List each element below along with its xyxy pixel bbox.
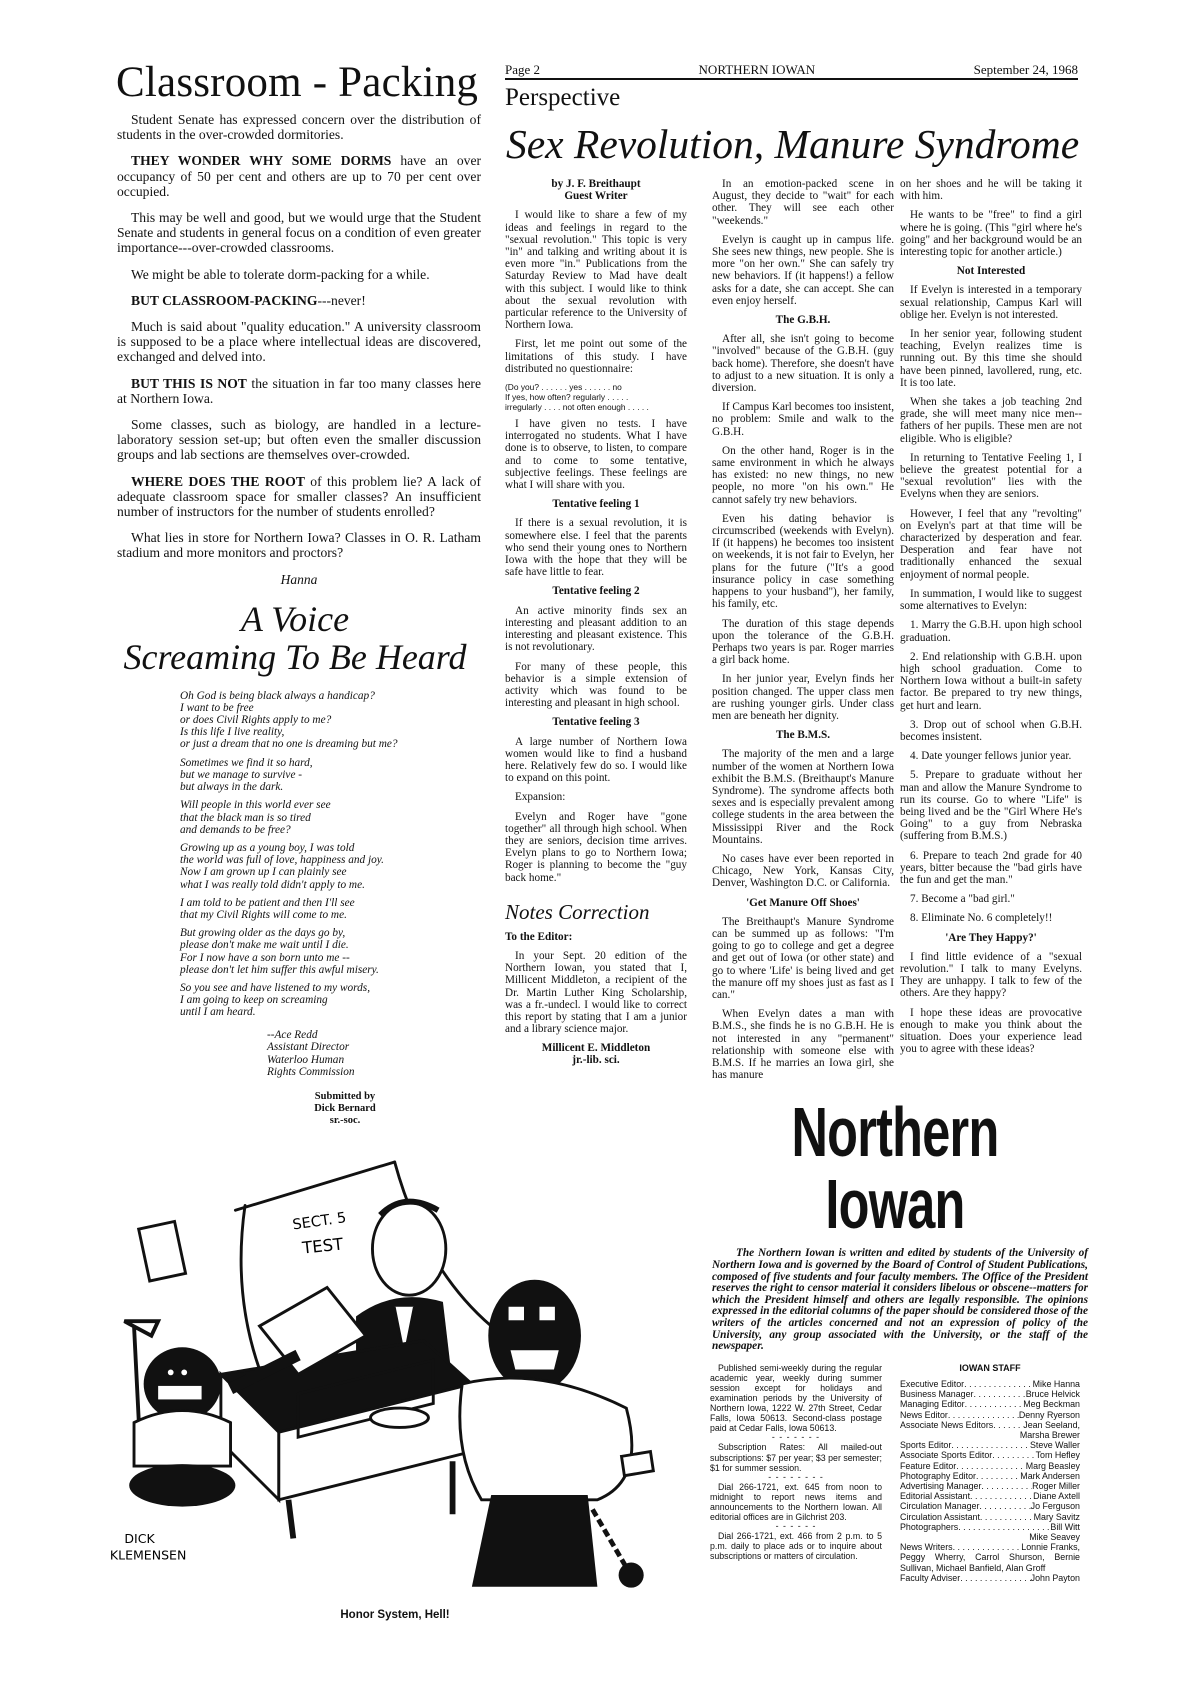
paragraph: A large number of Northern Iowa women would like to find a husband here. Relatively few do so. I would like to expand on this point. bbox=[505, 735, 687, 785]
paragraph: Expansion: bbox=[515, 791, 566, 804]
paragraph: on her shoes and he will be taking it with him. bbox=[900, 178, 1082, 203]
staff-row bbox=[900, 1450, 1080, 1460]
right-stack bbox=[700, 178, 1092, 1583]
staff-role: Business Manager bbox=[900, 1389, 974, 1400]
paragraph: After all, she isn't going to become "involved" because of the G.B.H. (guy back home). Therefore, she doesn't have to adjust to a new situation. It is only a diversion. bbox=[712, 333, 894, 395]
paragraph: Even his dating behavior is circumscribed (weekends with Evelyn). If (it happens) he becomes too insistent on weekends, it is not fair to Evelyn, her plans for the future ("It's a good insurance policy in case something happens to your husband"), her family, his family, etc. bbox=[712, 512, 894, 611]
paragraph-text: Student Senate has expressed concern over the distribution of students in the over-crowded dormitories. bbox=[117, 112, 481, 143]
leader-dots bbox=[965, 1399, 1024, 1409]
text-line: Submitted by bbox=[314, 1090, 376, 1102]
leader-dots bbox=[948, 1410, 1019, 1420]
paragraph: 4. Date younger fellows junior year. bbox=[910, 750, 1072, 763]
left-column bbox=[105, 58, 490, 1622]
poem-line: that the black man is so tired bbox=[180, 811, 311, 824]
leader-dots bbox=[970, 1491, 1033, 1501]
paragraph: The Breithaupt's Manure Syndrome can be summed up as follows: "I'm going to go to college and get a degree and get out of Iowa (or other state) and go to where 'Life' is being lived and get the manure off my shoes just as fast as I can." bbox=[712, 915, 894, 1001]
poem-line: Sometimes we find it so hard, bbox=[180, 756, 313, 769]
subheading: Not Interested bbox=[956, 265, 1026, 278]
editorial-body bbox=[117, 112, 481, 572]
leader-dots bbox=[992, 1450, 1035, 1460]
separator: - - - - - - bbox=[775, 1521, 817, 1532]
paragraph-text: What lies in store for Northern Iowa? Classes in O. R. Latham stadium and more monitors and proctors? bbox=[117, 530, 481, 561]
paragraph: An active minority finds sex an interesting and pleasant addition to an interesting and pleasant existence. This is not revolutionary. bbox=[505, 604, 687, 654]
staff-name: Jean Seeland, bbox=[1023, 1419, 1080, 1430]
text-line: Dick Bernard bbox=[314, 1102, 376, 1114]
poem-stanza bbox=[180, 757, 480, 794]
subheading: Tentative feeling 2 bbox=[552, 585, 640, 598]
wall-picture bbox=[139, 1221, 186, 1281]
paragraph: For many of these people, this behavior is a simple extension of activity which was found to be interesting and pleasant in high school. bbox=[505, 660, 687, 710]
staff-name: Denny Ryerson bbox=[1018, 1409, 1080, 1420]
staff-name: Tom Hefley bbox=[1035, 1450, 1080, 1461]
paragraph: In returning to Tentative Feeling 1, I believe the greatest potential for a "sexual revolution" lies with the Evelyns when they are seniors. bbox=[900, 451, 1082, 501]
paragraph: Published semi-weekly during the regular academic year, weekly during summer session except for holidays and examination periods by the University of Northern Iowa, 1222 W. 27th Street, Cedar Falls, Iowa 50613. Second-class postage paid at Cedar Falls, Iowa 50613. bbox=[710, 1362, 882, 1434]
subheading: The B.M.S. bbox=[775, 729, 831, 742]
paragraph-text: This may be well and good, but we would urge that the Student Senate and students in general focus on a condition of even greater importance---over-crowded classrooms. bbox=[117, 210, 481, 256]
staff-name: Marg Beasley bbox=[1025, 1460, 1080, 1471]
sign-text-1: SECT. 5 bbox=[291, 1210, 348, 1234]
staff-name-continued: Marsha Brewer bbox=[1019, 1429, 1080, 1440]
leader-dots bbox=[993, 1420, 1023, 1430]
leader-dots bbox=[960, 1573, 1030, 1583]
paragraph-lead: BUT CLASSROOM-PACKING bbox=[131, 292, 318, 308]
paragraph bbox=[117, 530, 481, 560]
paragraph: I would like to share a few of my ideas and feelings in regard to the "sexual revolution." This topic is very "in" and talking and writing about it is even more "in." Publications from the Saturday Review to Mad have dealt with this subject. I would like to think about the sexual revolution with particular reference to the University of Northern Iowa. bbox=[505, 209, 687, 332]
paragraph: I have given no tests. I have interrogated no students. What I have done is to observe, to listen, to compare and to come to some tentative, subjective feelings. These feelings are what I will share with you. bbox=[505, 418, 687, 492]
staff-role: News Writers bbox=[900, 1542, 953, 1553]
staff-name: Steve Waller bbox=[1030, 1440, 1080, 1451]
paragraph: In her junior year, Evelyn finds her position changed. The upper class men are rushing younger girls. Under class men are beneath her dignity. bbox=[712, 673, 894, 722]
paragraph-text: of this problem lie? A lack of adequate classroom space for smaller classes? An insufficient number of instructors for the number of students enrolled? bbox=[117, 473, 481, 520]
paragraph bbox=[117, 293, 481, 308]
paragraph bbox=[117, 417, 481, 463]
paragraph: Evelyn and Roger have "gone together" all through high school. When they are seniors, decision time arrives. Evelyn plans to go to Northern Iowa; Roger is planning to become the "guy back home." bbox=[505, 810, 687, 884]
poem-line: please don't make me wait until I die. bbox=[180, 939, 349, 952]
subheading: 'Get Manure Off Shoes' bbox=[746, 896, 860, 909]
poem-attribution bbox=[267, 1029, 490, 1079]
staff-role: Editorial Assistant bbox=[900, 1491, 971, 1502]
paragraph bbox=[117, 153, 481, 199]
publication-info bbox=[710, 1363, 882, 1562]
poem-line: But growing older as the days go by, bbox=[180, 927, 346, 940]
poem-line: Now I am grown up I can plainly see bbox=[180, 866, 347, 879]
leader-dots bbox=[951, 1440, 1030, 1450]
wall-line bbox=[235, 1162, 394, 1210]
byline: by J. F. Breithaupt bbox=[551, 178, 641, 190]
poem-line: For I now have a son born unto me -- bbox=[180, 951, 350, 964]
staff-role: Sports Editor bbox=[900, 1440, 952, 1451]
staff-name: Roger Miller bbox=[1032, 1480, 1080, 1491]
paragraph: 6. Prepare to teach 2nd grade for 40 years, bitter because the "bad girls have the fun and get the man." bbox=[900, 849, 1082, 886]
paragraph: 5. Prepare to graduate without her man and allow the Manure Syndrome to run its course. Go to where "Life" is being lived and be the "Girl Where He's Going" to a guy from Nebraska (suffering from B.M.S.) bbox=[900, 769, 1082, 843]
page-header bbox=[505, 62, 1078, 80]
paragraph: 1. Marry the G.B.H. upon high school graduation. bbox=[900, 619, 1082, 644]
subheading: The G.B.H. bbox=[775, 314, 831, 327]
paragraph: The duration of this stage depends upon the tolerance of the G.B.H. Perhaps two years is par. Roger marries a girl back home. bbox=[712, 617, 894, 667]
paragraph-lead: BUT THIS IS NOT bbox=[131, 375, 247, 391]
poem-line: please don't let him suffer this awful misery. bbox=[180, 963, 379, 976]
poem-body bbox=[180, 690, 480, 1025]
poem-line: that my Civil Rights will come to me. bbox=[180, 908, 347, 921]
staff-box bbox=[900, 1363, 1080, 1583]
staff-row bbox=[900, 1501, 1080, 1511]
leader-dots bbox=[981, 1481, 1032, 1491]
staff-role: Faculty Adviser bbox=[900, 1572, 961, 1583]
staff-row bbox=[900, 1420, 1080, 1430]
staff-role: Associate News Editors bbox=[900, 1419, 994, 1430]
small-guard-figure bbox=[124, 1321, 235, 1506]
poem-line: and demands to be free? bbox=[180, 823, 291, 836]
masthead-statement: The Northern Iowan is written and edited by students of the University of Northern Iowa and is governed by the Board of Control of Student Publications, composed of five students and four faculty members. The Office of the President reserves the right to censor material it considers libelous or obscene--matters for which the President himself and others are legally responsible. The opinions expressed in the editorial columns of the paper should be considered those of the writers of the articles concerned and not an expression of policy of the University, any group associated with the University, or the staff of the newspaper. bbox=[712, 1247, 1088, 1353]
staff-row bbox=[900, 1389, 1080, 1399]
text-line: Rights Commission bbox=[267, 1066, 355, 1079]
editorial-headline: Classroom - Packing bbox=[116, 59, 479, 106]
paragraph bbox=[117, 474, 481, 520]
staff-row bbox=[900, 1481, 1080, 1491]
staff-row bbox=[900, 1542, 1080, 1552]
poem-line: or just a dream that no one is dreaming but me? bbox=[180, 738, 398, 751]
paragraph: When she takes a job teaching 2nd grade, she will meet many nice men--fathers of her pupils. These men are not eligible. Who is eligible? bbox=[900, 396, 1082, 445]
letter-signature: jr.-lib. sci. bbox=[572, 1054, 620, 1067]
paragraph: The majority of the men and a large number of the women at Northern Iowa exhibit the B.M.S. (Breithaupt's Manure Syndrome). The syndrome affects both sexes and is especially prevalent among college students in the area between the Mississippi River and the Rock Mountains. bbox=[712, 748, 894, 846]
staff-name: Mary Savitz bbox=[1033, 1511, 1080, 1522]
staff-row bbox=[900, 1410, 1080, 1420]
staff-name: Mark Andersen bbox=[1020, 1470, 1080, 1481]
paragraph: I hope these ideas are provocative enough to make you think about the situation. Does your experience lead you to agree with these ideas? bbox=[900, 1006, 1082, 1056]
poem-line: So you see and have listened to my words, bbox=[180, 981, 371, 994]
staff-row bbox=[900, 1440, 1080, 1450]
leader-dots bbox=[964, 1379, 1033, 1389]
paper-name: NORTHERN IOWAN bbox=[698, 62, 816, 77]
text-line: Assistant Director bbox=[267, 1041, 350, 1054]
article-column-1-stack bbox=[505, 178, 687, 1066]
staff-name: Meg Beckman bbox=[1023, 1399, 1080, 1410]
poem-line: Growing up as a young boy, I was told bbox=[180, 841, 355, 854]
poem-stanza bbox=[180, 982, 480, 1019]
paragraph: When Evelyn dates a man with B.M.S., she finds he is no G.B.H. He is not interested in any "permanent" relationship with someone else with B.M.S. If he marries an Iowa girl, she has manure bbox=[712, 1008, 894, 1082]
paragraph: In her senior year, following student teaching, Evelyn realizes time is running out. By this time she should have been pinned, lavollered, rung, etc. It is too late. bbox=[900, 328, 1082, 389]
poem-stanza bbox=[180, 897, 480, 921]
poem-line: Will people in this world ever see bbox=[180, 799, 331, 812]
poem-stanza bbox=[180, 927, 480, 976]
poem-stanza bbox=[180, 690, 480, 751]
poem-headline-line-1: A Voice bbox=[240, 598, 350, 639]
paragraph bbox=[117, 112, 481, 142]
paragraph-lead: WHERE DOES THE ROOT bbox=[131, 473, 305, 489]
paragraph: 8. Eliminate No. 6 completely!! bbox=[910, 912, 1053, 925]
poem-line: I am told to be patient and then I'll see bbox=[180, 896, 355, 909]
paragraph: Subscription Rates: All mailed-out subscriptions: $7 per year; $3 per semester; $1 for summer session. bbox=[710, 1442, 882, 1473]
page-number: Page 2 bbox=[505, 62, 541, 77]
poem-stanza bbox=[180, 799, 480, 836]
paragraph-text: Much is said about "quality education." A university classroom is supposed to be a place where intellectual ideas are discovered, exchanged and delved into. bbox=[117, 319, 481, 365]
poem-line: but always in the dark. bbox=[180, 781, 284, 794]
editorial-signature: Hanna bbox=[280, 571, 318, 587]
poem-line: I am going to keep on screaming bbox=[180, 994, 328, 1007]
staff-row bbox=[900, 1491, 1080, 1501]
cartoon-caption: Honor System, Hell! bbox=[340, 1608, 450, 1621]
staff-title: IOWAN STAFF bbox=[959, 1362, 1021, 1373]
paragraph: I find little evidence of a "sexual revolution." I talk to many Evelyns. They are unhappy. I talk to few of the others. Are they happy? bbox=[900, 950, 1082, 1000]
staff-name: Mike Hanna bbox=[1032, 1378, 1080, 1389]
staff-role: Managing Editor bbox=[900, 1399, 965, 1410]
subheading: Tentative feeling 1 bbox=[552, 498, 640, 511]
poem-stanza bbox=[180, 842, 480, 891]
article-column-1 bbox=[505, 178, 687, 891]
poem-headline bbox=[105, 600, 485, 676]
staff-role: Photographers bbox=[900, 1521, 959, 1532]
staff-role: Associate Sports Editor bbox=[900, 1450, 993, 1461]
staff-role: Feature Editor bbox=[900, 1460, 957, 1471]
letter-signature: Millicent E. Middleton bbox=[541, 1042, 651, 1055]
article-column-3 bbox=[900, 178, 1082, 1062]
poem-line: Is this life I live reality, bbox=[180, 726, 285, 739]
staff-name: John Payton bbox=[1030, 1572, 1080, 1583]
staff-row bbox=[900, 1399, 1080, 1409]
paragraph-text: ---never! bbox=[317, 292, 366, 308]
paragraph-text: have an over occupancy of 50 per cent and others are up to 70 per cent over occupied. bbox=[117, 153, 481, 199]
questionnaire: (Do you? . . . . . . yes . . . . . . no If yes, how often? regularly . . . . . irregularly . . . . not often enough . . . . . bbox=[505, 382, 649, 413]
masthead-logo bbox=[700, 1093, 1090, 1244]
paragraph bbox=[117, 319, 481, 365]
leader-dots bbox=[953, 1542, 1022, 1552]
article-column-2 bbox=[712, 178, 894, 1088]
staff-row bbox=[900, 1461, 1080, 1471]
subheading: 'Are They Happy?' bbox=[945, 931, 1037, 944]
poem-line: what I was really told didn't apply to me. bbox=[180, 878, 365, 891]
staff-row bbox=[900, 1573, 1080, 1583]
paragraph: 3. Drop out of school when G.B.H. becomes insistent. bbox=[900, 718, 1082, 743]
staff-name: Lonnie Franks, bbox=[1021, 1542, 1080, 1553]
paragraph bbox=[117, 376, 481, 406]
letter-body bbox=[505, 931, 687, 1067]
article-columns-2-3 bbox=[700, 178, 1092, 1088]
paragraph: He wants to be "free" to find a girl where he is going. (This "girl where he's going" and her background would be an interesting topic for another article.) bbox=[900, 209, 1082, 259]
text-line: Waterloo Human bbox=[267, 1053, 345, 1066]
paragraph: No cases have ever been reported in Chicago, New York, Kansas City, Denver, Washington D.C. or California. bbox=[712, 852, 894, 890]
poem-line: the world was full of love, happiness and joy. bbox=[180, 854, 384, 867]
paragraph-lead: THEY WONDER WHY SOME DORMS bbox=[131, 153, 392, 169]
leader-dots bbox=[974, 1389, 1026, 1399]
masthead-info-row bbox=[700, 1363, 1092, 1583]
poem-line: I want to be free bbox=[180, 701, 254, 714]
letter-headline: Notes Correction bbox=[505, 899, 650, 924]
staff-role: Photography Editor bbox=[900, 1470, 976, 1481]
subheading: Tentative feeling 3 bbox=[552, 716, 640, 729]
paragraph-text: Some classes, such as biology, are handled in a lecture-laboratory session set-up; but often even the smaller discussion groups and lab sections are themselves over-crowded. bbox=[117, 417, 481, 463]
paragraph: If there is a sexual revolution, it is somewhere else. I feel that the parents who send their young ones to Northern Iowa with the hope that they will be safe have little to fear. bbox=[505, 517, 687, 579]
byline-title: Guest Writer bbox=[564, 190, 628, 203]
staff-row bbox=[900, 1512, 1080, 1522]
staff-role: Circulation Assistant bbox=[900, 1511, 980, 1522]
staff-writers: Peggy Wherry, Carrol Shurson, Bernie Sullivan, Michael Banfield, Alan Groff bbox=[900, 1552, 1080, 1573]
paragraph: Dial 266-1721, ext. 466 from 2 p.m. to 5 p.m. daily to place ads or to inquire about subscriptions or matters of circulation. bbox=[710, 1531, 882, 1562]
leader-dots bbox=[958, 1522, 1050, 1532]
paragraph: If Campus Karl becomes too insistent, no problem: Smile and walk to the G.B.H. bbox=[712, 401, 894, 438]
staff-role: Advertising Manager bbox=[900, 1480, 982, 1491]
salutation: To the Editor: bbox=[505, 930, 573, 943]
staff-role: News Editor bbox=[900, 1409, 948, 1420]
paragraph: In an emotion-packed scene in August, they decide to "wait" for each other. They will see each other "weekends." bbox=[712, 178, 894, 227]
paragraph-text: the situation in far too many classes here at Northern Iowa. bbox=[117, 375, 481, 406]
staff-name: Jo Ferguson bbox=[1030, 1501, 1080, 1512]
poem-line: or does Civil Rights apply to me? bbox=[180, 714, 332, 727]
separator: - - - - - - - - bbox=[768, 1471, 824, 1482]
poem-line: Oh God is being black always a handicap? bbox=[180, 689, 375, 702]
staff-name-continued: Mike Seavey bbox=[1029, 1532, 1080, 1542]
staff-role: Circulation Manager bbox=[900, 1501, 980, 1512]
paragraph: Dial 266-1721, ext. 645 from noon to midnight to report news items and announcements to the Northern Iowan. All editorial offices are in Gilchrist 203. bbox=[710, 1481, 882, 1522]
staff-role: Executive Editor bbox=[900, 1378, 965, 1389]
poem-line: but we manage to survive - bbox=[180, 768, 303, 781]
sign-text-2: TEST bbox=[301, 1234, 344, 1258]
submitted-by bbox=[290, 1091, 400, 1127]
paragraph: In summation, I would like to suggest some alternatives to Evelyn: bbox=[900, 587, 1082, 613]
paragraph: However, I feel that any "revolting" on Evelyn's part at that time will be characterized by desperation and fear. Desperation and fear have not traditionally enhanced the sexual enjoyment of normal people. bbox=[900, 507, 1082, 581]
staff-name: Bill Witt bbox=[1050, 1521, 1080, 1532]
paragraph: Evelyn is caught up in campus life. She sees new things, new people. She is more "on her own." She can safely try new behaviors. If (it happens!) a fellow asks for a date, she can accept. She can even enjoy herself. bbox=[712, 233, 894, 307]
staff-name: Bruce Helvick bbox=[1025, 1389, 1080, 1400]
paragraph: In your Sept. 20 edition of the Northern Iowan, you stated that I, Millicent Middleton, a recipient of the Dr. Martin Luther King Scholarship, was a fr.-undecl. I would like to correct this report by stating that I am a junior and a library science major. bbox=[505, 949, 687, 1036]
article-headline: Sex Revolution, Manure Syndrome bbox=[506, 121, 1080, 167]
staff-list bbox=[900, 1379, 1080, 1583]
leader-dots bbox=[979, 1501, 1030, 1511]
editorial-cartoon bbox=[105, 1133, 665, 1606]
staff-row bbox=[900, 1471, 1080, 1481]
artist-signature-1: DICK bbox=[124, 1531, 155, 1547]
staff-row bbox=[900, 1522, 1080, 1532]
poem-headline-line-2: Screaming To Be Heard bbox=[123, 636, 467, 677]
staff-name: Diane Axtell bbox=[1033, 1491, 1080, 1502]
leader-dots bbox=[956, 1461, 1025, 1471]
text-line: sr.-soc. bbox=[329, 1114, 361, 1126]
leader-dots bbox=[976, 1471, 1020, 1481]
paragraph: 7. Become a "bad girl." bbox=[910, 893, 1015, 906]
paragraph-text: We might be able to tolerate dorm-packing for a while. bbox=[131, 266, 430, 282]
leader-dots bbox=[980, 1512, 1034, 1522]
staff-row bbox=[900, 1379, 1080, 1389]
artist-signature-2: KLEMENSEN bbox=[109, 1547, 187, 1563]
paragraph: 2. End relationship with G.B.H. upon high school graduation. Come to Northern Iowa without a built-in safety factor. Be prepared to try new things, get hurt and learn. bbox=[900, 650, 1082, 712]
paragraph: On the other hand, Roger is in the same environment in which he always has existed: no new things, no new people, no more "on his own." He cannot safely try new behaviors. bbox=[712, 444, 894, 506]
paragraph: If Evelyn is interested in a temporary sexual relationship, Campus Karl will oblige her. Evelyn is not interested. bbox=[900, 284, 1082, 321]
text-line: --Ace Redd bbox=[267, 1028, 318, 1041]
issue-date: September 24, 1968 bbox=[973, 62, 1078, 77]
paragraph bbox=[117, 210, 481, 256]
paragraph: First, let me point out some of the limitations of this study. I have distributed no questionnaire: bbox=[505, 338, 687, 375]
section-title: Perspective bbox=[505, 84, 621, 111]
poem-line: until I am heard. bbox=[180, 1006, 256, 1019]
separator: - - - - - - - bbox=[771, 1432, 821, 1443]
masthead-title: Northern Iowan bbox=[791, 1093, 999, 1244]
paragraph bbox=[117, 267, 481, 282]
